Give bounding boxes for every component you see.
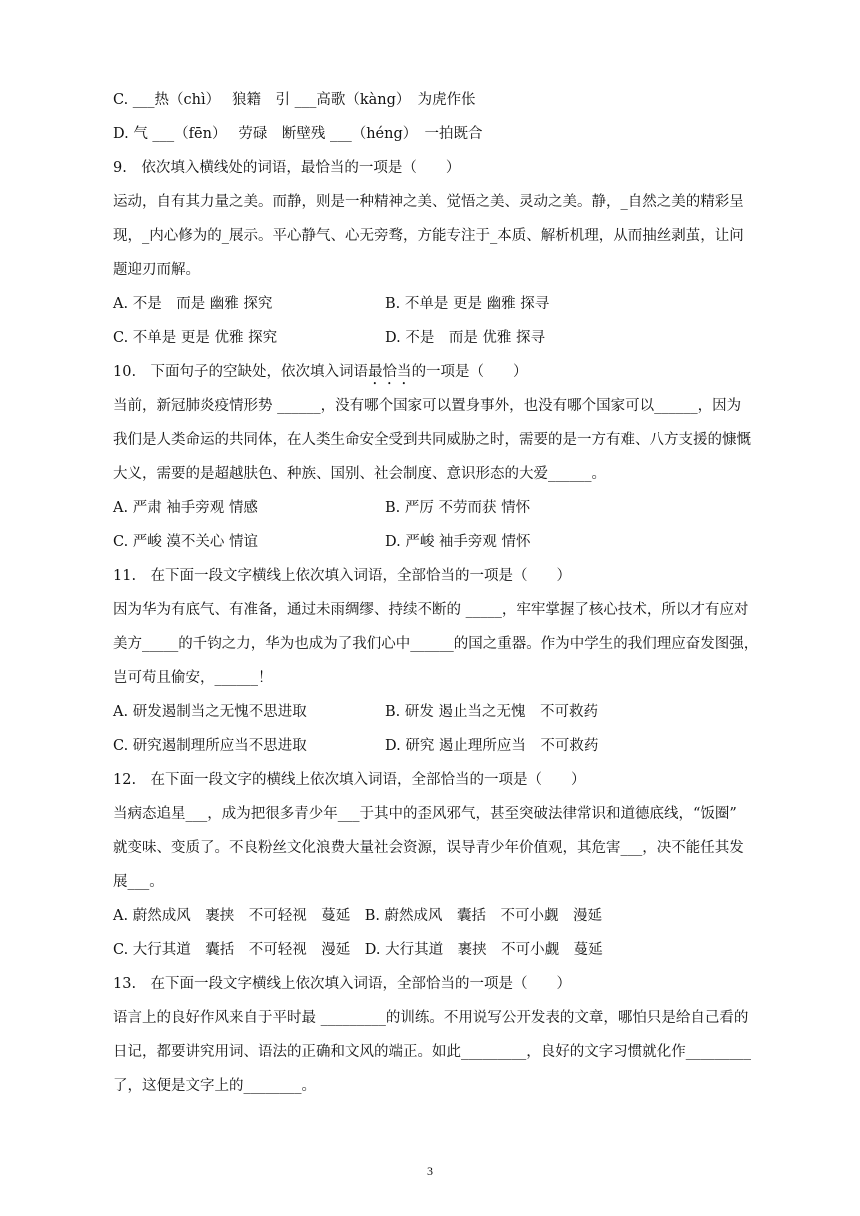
question-12-options-row-1[interactable]: A. 蔚然成风 裹挟 不可轻视 蔓延 B. 蔚然成风 囊括 不可小觑 漫延 xyxy=(113,908,603,924)
question-10-option-a[interactable]: A. 严肃 袖手旁观 情感 xyxy=(113,500,258,516)
question-10-title-pre: 10. 下面句子的空缺处，依次填入词语 xyxy=(113,364,369,380)
question-10-option-d[interactable]: D. 严峻 袖手旁观 情怀 xyxy=(385,534,531,550)
question-9-passage-line-1: 运动，自有其力量之美。而静，则是一种精神之美、觉悟之美、灵动之美。静，_自然之美的精彩呈 xyxy=(113,194,744,210)
question-13-title: 13. 在下面一段文字横线上依次填入词语，全部恰当的一项是（ ） xyxy=(113,976,572,992)
question-12-options-row-2[interactable]: C. 大行其道 囊括 不可轻视 漫延 D. 大行其道 裹挟 不可小觑 蔓延 xyxy=(113,942,603,958)
question-9-passage-line-2: 现，_内心修为的_展示。平心静气、心无旁骛，方能专注于_本质、解析机理，从而抽丝剥茧，让问 xyxy=(113,228,744,244)
question-11-passage-line-3: 岂可苟且偷安，______！ xyxy=(113,670,273,686)
question-10-title-post: 的一项是（ ） xyxy=(411,364,528,380)
question-10-passage-line-1: 当前，新冠肺炎疫情形势 ______，没有哪个国家可以置身事外，也没有哪个国家可以______，因为 xyxy=(113,398,742,414)
question-9-title: 9. 依次填入横线处的词语，最恰当的一项是（ ） xyxy=(113,160,461,176)
question-10-passage-line-3: 大义，需要的是超越肤色、种族、国别、社会制度、意识形态的大爱______。 xyxy=(113,466,606,482)
question-9-option-b[interactable]: B. 不单是 更是 幽雅 探寻 xyxy=(385,296,550,312)
question-13-passage-line-2: 日记，都要讲究用词、语法的正确和文风的端正。如此_________，良好的文字习惯就化作_________ xyxy=(113,1044,751,1060)
question-10-options-row-1 xyxy=(113,494,783,528)
question-11-passage-line-1: 因为华为有底气、有准备，通过未雨绸缪、持续不断的 _____，牢牢掌握了核心技术，所以才有应对 xyxy=(113,602,749,618)
question-10-options-row-2 xyxy=(113,528,783,562)
question-11-options-row-2 xyxy=(113,732,783,766)
question-11-option-d[interactable]: D. 研究 遏止理所应当 不可救药 xyxy=(385,738,599,754)
option-c-prev: C. ___热（chì） 狼籍 引 ___高歌（kàng） 为虎作伥 xyxy=(113,92,476,108)
question-9-options-row-2 xyxy=(113,324,783,358)
question-12-title: 12. 在下面一段文字的横线上依次填入词语，全部恰当的一项是（ ） xyxy=(113,772,586,788)
question-11-passage-line-2: 美方_____的千钧之力，华为也成为了我们心中______的国之重器。作为中学生的我们理应奋发图强， xyxy=(113,636,759,652)
question-9-options-row-1 xyxy=(113,290,783,324)
question-9-option-c[interactable]: C. 不单是 更是 优雅 探究 xyxy=(113,330,278,346)
question-9-option-a[interactable]: A. 不是 而是 幽雅 探究 xyxy=(113,296,273,312)
question-11-option-b[interactable]: B. 研发 遏止当之无愧 不可救药 xyxy=(385,704,598,720)
question-11-option-a[interactable]: A. 研发遏制当之无愧不思进取 xyxy=(113,704,307,720)
question-11-title: 11. 在下面一段文字横线上依次填入词语，全部恰当的一项是（ ） xyxy=(113,568,572,584)
document-page xyxy=(113,86,783,1106)
question-13-passage-line-1: 语言上的良好作风来自于平时最 _________的训练。不用说写公开发表的文章，哪怕只是给自己看的 xyxy=(113,1010,749,1026)
question-13-passage-line-3: 了，这便是文字上的________。 xyxy=(113,1078,316,1094)
question-10-title-emphasis: 最恰当 xyxy=(368,364,412,380)
question-10-passage-line-2: 我们是人类命运的共同体，在人类生命安全受到共同威胁之时，需要的是一方有难、八方支援的慷慨 xyxy=(113,432,751,448)
question-11-options-row-1 xyxy=(113,698,783,732)
question-10-option-c[interactable]: C. 严峻 漠不关心 情谊 xyxy=(113,534,259,550)
question-10-option-b[interactable]: B. 严厉 不劳而获 情怀 xyxy=(385,500,531,516)
question-9-option-d[interactable]: D. 不是 而是 优雅 探寻 xyxy=(385,330,546,346)
option-d-prev: D. 气 ___（fēn） 劳碌 断壁残 ___（héng） 一拍既合 xyxy=(113,126,483,142)
page-number: 3 xyxy=(427,1164,433,1178)
question-12-passage-line-2: 就变味、变质了。不良粉丝文化浪费大量社会资源，误导青少年价值观，其危害___，决不能任其发 xyxy=(113,840,744,856)
question-12-passage-line-1: 当病态追星___，成为把很多青少年___于其中的歪风邪气，甚至突破法律常识和道德底线，“饭圈” xyxy=(113,806,737,822)
question-12-passage-line-3: 展___。 xyxy=(113,874,164,890)
question-11-option-c[interactable]: C. 研究遏制理所应当不思进取 xyxy=(113,738,307,754)
question-10-title xyxy=(113,358,783,392)
question-9-passage-line-3: 题迎刃而解。 xyxy=(113,262,200,278)
